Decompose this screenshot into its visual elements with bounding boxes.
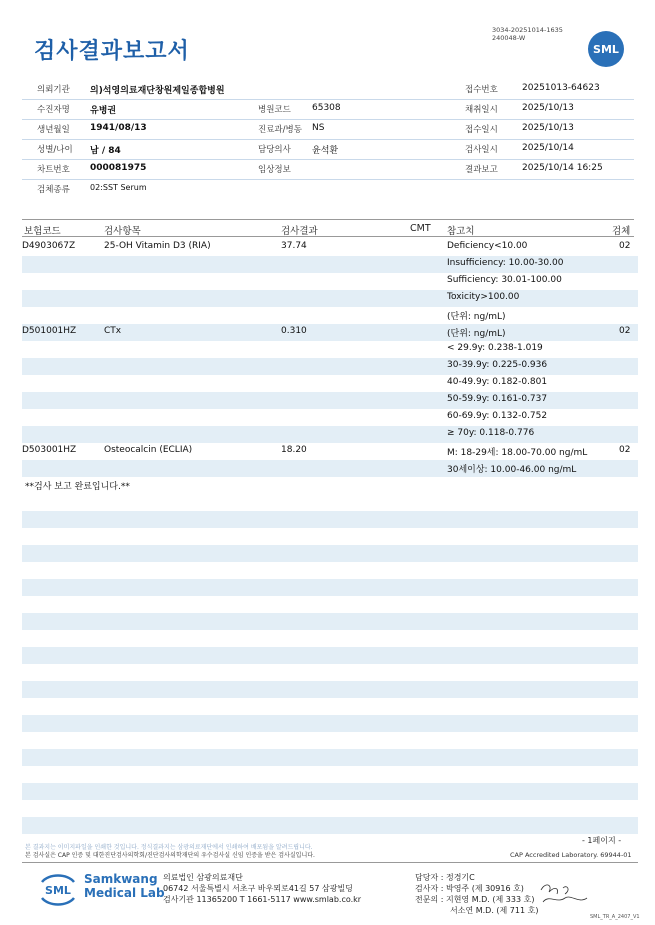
table-row (22, 460, 638, 477)
empty-row-band (22, 545, 638, 562)
cell-reference: ≥ 70y: 0.118-0.776 (447, 428, 535, 438)
cell-specimen: 02 (619, 241, 631, 251)
sex-age-value: 남 / 84 (90, 146, 121, 156)
cell-reference: Insufficiency: 10.00-30.00 (447, 258, 564, 268)
test-date-label: 검사일시 (465, 145, 498, 155)
table-row (22, 307, 638, 324)
info-row-specimen (22, 180, 634, 200)
sex-age-label: 성별/나이 (37, 145, 73, 155)
org-contact: 검사기관 11365200 T 1661-5117 www.smlab.co.kr (163, 895, 362, 904)
birth-label: 생년월일 (37, 125, 70, 135)
cell-reference: < 29.9y: 0.238-1.019 (447, 343, 543, 353)
brand-line2: Medical Lab (84, 886, 165, 900)
cell-reference: Sufficiency: 30.01-100.00 (447, 275, 562, 285)
cell-item: CTx (104, 326, 122, 336)
subject-value: 유병권 (90, 106, 117, 116)
subject-label: 수진자명 (37, 105, 70, 115)
form-code: SML_TR_A_2407_V1 (590, 914, 640, 920)
svg-text:SML: SML (45, 884, 71, 897)
cell-reference: Toxicity>100.00 (447, 292, 520, 302)
reception-no-value: 20251013-64623 (522, 83, 600, 93)
institution-value: 의)석영의료재단창원제일종합병원 (90, 86, 225, 96)
empty-row-band (22, 613, 638, 630)
document-id-line2: 240048-W (492, 34, 526, 42)
info-row-birth (22, 120, 634, 140)
table-row (22, 477, 638, 494)
table-row (22, 375, 638, 392)
cell-reference: 60-69.9y: 0.132-0.752 (447, 411, 548, 421)
column-header-item: 검사항목 (104, 226, 141, 237)
cell-item: 25-OH Vitamin D3 (RIA) (104, 241, 211, 251)
column-header-specimen: 검체 (612, 226, 631, 237)
info-row-sex-age (22, 140, 634, 160)
staff-specialist-1: 전문의 : 지현영 M.D. (제 333 호) (415, 895, 535, 904)
cell-specimen: 02 (619, 445, 631, 455)
table-row (22, 426, 638, 443)
footer-staff (415, 872, 538, 916)
table-row (22, 290, 638, 307)
table-row (22, 256, 638, 273)
doctor-value: 윤석환 (312, 146, 339, 156)
document-id (492, 26, 563, 42)
info-row-institution (22, 80, 634, 100)
table-row (22, 341, 638, 358)
samkwang-logo-icon (36, 872, 80, 908)
test-date-value: 2025/10/14 (522, 143, 574, 153)
info-row-subject (22, 100, 634, 120)
table-row (22, 324, 638, 341)
empty-row-band (22, 647, 638, 664)
empty-row-band (22, 681, 638, 698)
column-header-code: 보험코드 (24, 226, 61, 237)
table-row (22, 273, 638, 290)
reception-date-value: 2025/10/13 (522, 123, 574, 133)
cell-reference: (단위: ng/mL) (447, 312, 506, 322)
page-number: - 1페이지 - (582, 836, 622, 845)
cell-code: D503001HZ (22, 445, 77, 455)
doctor-label: 담당의사 (258, 145, 291, 155)
empty-row-band (22, 817, 638, 834)
hospital-code-value: 65308 (312, 103, 341, 113)
cell-specimen: 02 (619, 326, 631, 336)
reception-no-label: 접수번호 (465, 85, 498, 95)
cell-reference: M: 18-29세: 18.00-70.00 ng/mL (447, 448, 588, 458)
chart-no-label: 차트번호 (37, 165, 70, 175)
cell-result: 37.74 (281, 241, 307, 251)
accreditation-notice: 본 검사실은 CAP 인증 및 대한진단검사의학회/진단검사의학재단의 우수검사실 신임 인증을 받은 검사실입니다. (25, 852, 315, 859)
column-header-reference: 참고치 (447, 226, 475, 237)
staff-manager: 담당자 : 정경기C (415, 873, 475, 882)
report-title: 검사결과보고서 (34, 39, 190, 64)
reception-date-label: 접수일시 (465, 125, 498, 135)
table-row (22, 443, 638, 460)
cell-item: Osteocalcin (ECLIA) (104, 445, 193, 455)
report-date-label: 결과보고 (465, 165, 498, 175)
empty-row-band (22, 715, 638, 732)
signature-icon (535, 880, 593, 908)
empty-row-band (22, 511, 638, 528)
specimen-type-value: 02:SST Serum (90, 183, 147, 192)
collection-date-value: 2025/10/13 (522, 103, 574, 113)
cell-code: **검사 보고 완료입니다.** (25, 482, 130, 492)
empty-row-band (22, 783, 638, 800)
cell-reference: 30-39.9y: 0.225-0.936 (447, 360, 548, 370)
column-header-result: 검사결과 (281, 226, 318, 237)
brand-line1: Samkwang (84, 872, 158, 886)
clinical-info-label: 임상정보 (258, 165, 291, 175)
info-row-chart-no (22, 160, 634, 180)
hospital-code-label: 병원코드 (258, 105, 291, 115)
table-row (22, 239, 638, 256)
institution-label: 의뢰기관 (37, 85, 70, 95)
birth-value: 1941/08/13 (90, 123, 147, 133)
dept-label: 진료과/병동 (258, 125, 302, 135)
footer-divider (22, 862, 638, 863)
cell-reference: 40-49.9y: 0.182-0.801 (447, 377, 548, 387)
cell-reference: (단위: ng/mL) (447, 329, 506, 339)
footer-organization (163, 872, 361, 905)
org-address: 06742 서울특별시 서초구 바우뫼로41길 57 삼광빌딩 (163, 884, 353, 893)
specimen-type-label: 검체종류 (37, 185, 70, 195)
image-print-notice: 본 결과지는 이미지파일을 인쇄한 것입니다. 정식결과지는 삼광의료재단에서 인쇄하여 배포됨을 알려드립니다. (25, 844, 313, 851)
cell-reference: Deficiency<10.00 (447, 241, 528, 251)
dept-value: NS (312, 123, 325, 133)
cap-accreditation: CAP Accredited Laboratory. 69944-01 (510, 851, 632, 859)
cell-result: 0.310 (281, 326, 307, 336)
empty-row-band (22, 749, 638, 766)
cell-result: 18.20 (281, 445, 307, 455)
sml-logo: SML (588, 31, 624, 67)
cell-code: D4903067Z (22, 241, 76, 251)
column-header-cmt: CMT (410, 223, 431, 234)
report-date-value: 2025/10/14 16:25 (522, 163, 603, 173)
staff-examiner: 검사자 : 박영주 (제 30916 호) (415, 884, 524, 893)
results-table-header (22, 219, 634, 237)
table-row (22, 392, 638, 409)
table-row (22, 358, 638, 375)
cell-reference: 50-59.9y: 0.161-0.737 (447, 394, 548, 404)
footer-brand (84, 872, 165, 900)
cell-code: D501001HZ (22, 326, 77, 336)
chart-no-value: 000081975 (90, 163, 147, 173)
staff-specialist-2: 서소연 M.D. (제 711 호) (450, 906, 539, 915)
document-id-line1: 3034-20251014-1635 (492, 26, 563, 34)
cell-reference: 30세이상: 10.00-46.00 ng/mL (447, 465, 577, 475)
table-row (22, 409, 638, 426)
org-name: 의료법인 삼광의료재단 (163, 873, 243, 882)
empty-row-band (22, 579, 638, 596)
collection-date-label: 채취일시 (465, 105, 498, 115)
